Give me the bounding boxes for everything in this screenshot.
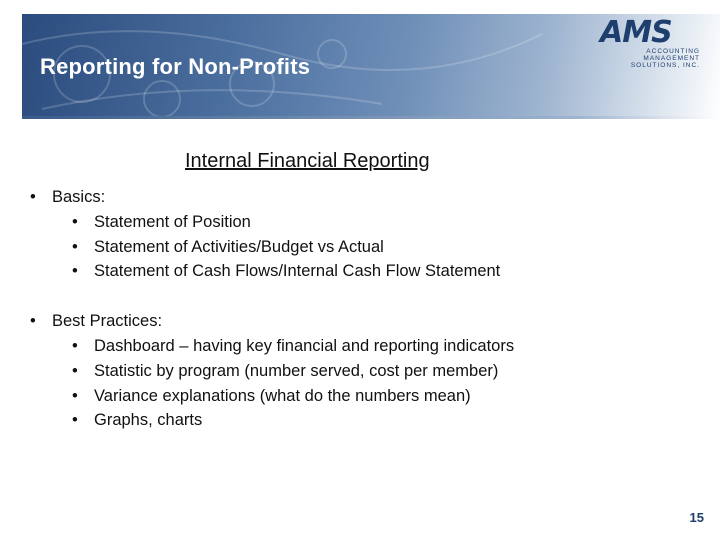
logo-wordmark: AMS [600, 15, 672, 50]
bullet-icon: • [72, 237, 78, 256]
list-item [30, 359, 700, 384]
list-item [30, 309, 700, 334]
list-item-label: Statistic by program (number served, cost per member) [94, 361, 499, 380]
header-rule [22, 116, 720, 119]
bullet-icon: • [72, 262, 78, 281]
bullet-icon: • [72, 411, 78, 430]
bullet-icon: • [72, 361, 78, 380]
slide-title: Reporting for Non-Profits [40, 54, 311, 79]
logo-subtitle-1: ACCOUNTING [646, 48, 700, 55]
list-item-label: Variance explanations (what do the numbers mean) [94, 386, 471, 405]
list-spacer [30, 284, 700, 309]
list-item-label: Statement of Activities/Budget vs Actual [94, 237, 384, 256]
list-item-label: Statement of Position [94, 213, 251, 231]
list-item [30, 259, 700, 284]
list-item [30, 210, 700, 235]
list-item [30, 408, 700, 433]
company-logo [600, 15, 704, 78]
section-heading: Internal Financial Reporting [185, 150, 430, 172]
bullet-icon: • [30, 188, 36, 206]
list-item [30, 185, 700, 210]
list-item [30, 235, 700, 260]
list-item-label: Dashboard – having key financial and reporting indicators [94, 337, 515, 356]
list-item-label: Best Practices: [52, 312, 163, 331]
bullet-icon: • [72, 213, 78, 231]
page-number: 15 [689, 510, 704, 525]
list-item [30, 384, 700, 409]
list-item-label: Basics: [52, 188, 106, 206]
logo-subtitle-3: SOLUTIONS, INC. [630, 62, 700, 69]
list-item [30, 334, 700, 359]
list-item-label: Statement of Cash Flows/Internal Cash Flow Statement [94, 262, 501, 281]
slide-header [0, 0, 720, 118]
bullet-icon: • [72, 337, 78, 356]
list-item-label: Graphs, charts [94, 411, 203, 430]
bullet-icon: • [72, 386, 78, 405]
bullet-icon: • [30, 312, 36, 331]
logo-subtitle-2: MANAGEMENT [643, 55, 700, 62]
bullet-list [30, 185, 700, 433]
